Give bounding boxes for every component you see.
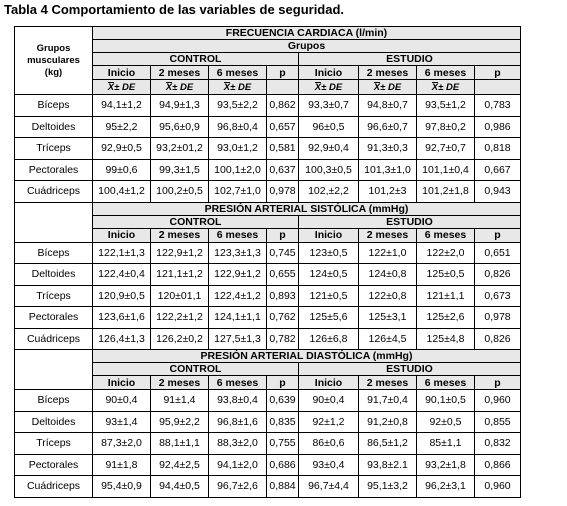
data-cell: 94,8±0,7	[359, 95, 416, 116]
data-cell: 127,5±1,3	[209, 329, 266, 350]
data-cell: 93,8±2.1	[359, 455, 416, 476]
muscle-label: Cuádriceps	[15, 181, 92, 202]
data-cell: 120,9±0,5	[93, 286, 150, 307]
data-cell: 87,3±2,0	[93, 433, 150, 454]
column-header: 6 meses	[209, 376, 266, 389]
data-cell: 96,2±3,1	[417, 476, 474, 497]
data-cell: 92±0,5	[417, 412, 474, 433]
data-cell: 96,7±2,6	[209, 476, 266, 497]
data-cell: 93±1,4	[93, 412, 150, 433]
column-header: p	[475, 376, 520, 389]
p-value-cell: 0,826	[475, 264, 520, 285]
data-cell: 96,8±0,4	[209, 117, 266, 138]
data-cell: 126,4±1,3	[93, 329, 150, 350]
muscle-label: Pectorales	[15, 455, 92, 476]
data-cell: 95,6±0,9	[151, 117, 208, 138]
safety-variables-table	[14, 26, 521, 498]
p-value-cell: 0,762	[267, 307, 298, 328]
data-cell: 92±1,2	[299, 412, 358, 433]
mean-sd-label: ± DE	[380, 81, 402, 93]
data-cell: 122,9±1,2	[209, 264, 266, 285]
p-value-cell: 0,826	[475, 329, 520, 350]
data-cell: 122,4±0,4	[93, 264, 150, 285]
data-cell: 122,1±1,3	[93, 243, 150, 264]
mean-sd-header	[151, 80, 208, 94]
column-header: 2 meses	[359, 66, 416, 79]
data-cell: 97,8±0,2	[417, 117, 474, 138]
column-header: 6 meses	[417, 229, 474, 242]
p-value-cell: 0,855	[475, 412, 520, 433]
column-header: 6 meses	[417, 376, 474, 389]
p-value-cell: 0,960	[475, 390, 520, 411]
p-value-cell: 0,862	[267, 95, 298, 116]
column-header: Inicio	[93, 376, 150, 389]
p-value-cell: 0,835	[267, 412, 298, 433]
blank-header	[267, 80, 298, 94]
p-value-cell: 0,893	[267, 286, 298, 307]
data-cell: 93,0±1,2	[209, 138, 266, 159]
p-value-cell: 0,818	[475, 138, 520, 159]
estudio-group-header: ESTUDIO	[299, 53, 520, 65]
p-value-cell: 0,978	[267, 181, 298, 202]
data-cell: 122,2±1,2	[151, 307, 208, 328]
column-header: Inicio	[299, 66, 358, 79]
mean-sd-header	[417, 80, 474, 94]
column-header: 6 meses	[417, 66, 474, 79]
column-header: 2 meses	[151, 229, 208, 242]
p-value-cell: 0,884	[267, 476, 298, 497]
data-cell: 100,3±0,5	[299, 160, 358, 181]
data-cell: 95±2,2	[93, 117, 150, 138]
data-cell: 90±0,4	[93, 390, 150, 411]
muscle-label: Deltoides	[15, 412, 92, 433]
data-cell: 102,±2,2	[299, 181, 358, 202]
p-value-cell: 0,978	[475, 307, 520, 328]
data-cell: 123,3±1,3	[209, 243, 266, 264]
data-cell: 125±2,6	[417, 307, 474, 328]
p-value-cell: 0,755	[267, 433, 298, 454]
column-header: p	[267, 229, 298, 242]
data-cell: 95,9±2,2	[151, 412, 208, 433]
data-cell: 121±1,1	[417, 286, 474, 307]
data-cell: 90±0,4	[299, 390, 358, 411]
data-cell: 101,2±3	[359, 181, 416, 202]
data-cell: 96,8±1,6	[209, 412, 266, 433]
column-header: p	[475, 66, 520, 79]
p-value-cell: 0,783	[475, 95, 520, 116]
mean-sd-label: ± DE	[114, 81, 136, 93]
p-value-cell: 0,686	[267, 455, 298, 476]
muscle-label: Tríceps	[15, 286, 92, 307]
data-cell: 94,9±1,3	[151, 95, 208, 116]
p-value-cell: 0,866	[475, 455, 520, 476]
p-value-cell: 0,782	[267, 329, 298, 350]
p-value-cell: 0,960	[475, 476, 520, 497]
data-cell: 86±0,6	[299, 433, 358, 454]
mean-sd-label: ± DE	[321, 81, 343, 93]
mean-symbol: X	[373, 81, 381, 93]
mean-symbol: X	[107, 81, 115, 93]
data-cell: 122±1,0	[359, 243, 416, 264]
data-cell: 125±4,8	[417, 329, 474, 350]
data-cell: 126±6,8	[299, 329, 358, 350]
data-cell: 88,3±2,0	[209, 433, 266, 454]
data-cell: 99±0,6	[93, 160, 150, 181]
data-cell: 93,5±2,2	[209, 95, 266, 116]
muscle-label: Tríceps	[15, 138, 92, 159]
muscle-groups-header-line: Grupos	[36, 42, 71, 54]
mean-symbol: X	[431, 81, 439, 93]
muscle-label: Deltoides	[15, 264, 92, 285]
data-cell: 92,9±0,4	[299, 138, 358, 159]
data-cell: 95,4±0,9	[93, 476, 150, 497]
column-header: p	[475, 229, 520, 242]
muscle-label: Bíceps	[15, 243, 92, 264]
data-cell: 93±0,4	[299, 455, 358, 476]
column-header: Inicio	[93, 66, 150, 79]
data-cell: 124±0,5	[299, 264, 358, 285]
table-title: Tabla 4 Comportamiento de las variables de seguridad.	[4, 2, 345, 17]
estudio-group-header: ESTUDIO	[299, 216, 520, 228]
data-cell: 123±0,5	[299, 243, 358, 264]
mean-sd-header	[209, 80, 266, 94]
p-value-cell: 0,657	[267, 117, 298, 138]
data-cell: 88,1±1,1	[151, 433, 208, 454]
data-cell: 94,1±2,0	[209, 455, 266, 476]
p-value-cell: 0,581	[267, 138, 298, 159]
data-cell: 93,8±0,4	[209, 390, 266, 411]
data-cell: 126±4,5	[359, 329, 416, 350]
section-title: PRESIÓN ARTERIAL DIASTÓLICA (mmHg)	[93, 350, 520, 362]
column-header: 2 meses	[151, 66, 208, 79]
data-cell: 91,3±0,3	[359, 138, 416, 159]
data-cell: 125±0,5	[417, 264, 474, 285]
p-value-cell: 0,986	[475, 117, 520, 138]
data-cell: 93,5±1,2	[417, 95, 474, 116]
muscle-groups-header-line: musculares	[27, 54, 80, 66]
column-header: 2 meses	[359, 229, 416, 242]
column-header: Inicio	[299, 376, 358, 389]
data-cell: 125±5,6	[299, 307, 358, 328]
muscle-groups-header-line: (kg)	[44, 66, 63, 78]
column-header: 6 meses	[209, 229, 266, 242]
blank-corner	[15, 203, 92, 242]
column-header: 2 meses	[359, 376, 416, 389]
muscle-label: Bíceps	[15, 95, 92, 116]
mean-sd-label: ± DE	[172, 81, 194, 93]
data-cell: 121±0,5	[299, 286, 358, 307]
data-cell: 101,3±1,0	[359, 160, 416, 181]
data-cell: 100,1±2,0	[209, 160, 266, 181]
data-cell: 123,6±1,6	[93, 307, 150, 328]
column-header: 2 meses	[151, 376, 208, 389]
mean-sd-label: ± DE	[230, 81, 252, 93]
mean-sd-header	[93, 80, 150, 94]
groups-header: Grupos	[93, 40, 520, 52]
muscle-label: Cuádriceps	[15, 476, 92, 497]
control-group-header: CONTROL	[93, 53, 298, 65]
p-value-cell: 0,943	[475, 181, 520, 202]
data-cell: 122,4±1,2	[209, 286, 266, 307]
data-cell: 93,2±01,2	[151, 138, 208, 159]
data-cell: 121,1±1,2	[151, 264, 208, 285]
data-cell: 91,2±0,8	[359, 412, 416, 433]
p-value-cell: 0,651	[475, 243, 520, 264]
data-cell: 122±0,8	[359, 286, 416, 307]
data-cell: 94,4±0,5	[151, 476, 208, 497]
data-cell: 91±1,8	[93, 455, 150, 476]
muscle-label: Pectorales	[15, 160, 92, 181]
data-cell: 91±1,4	[151, 390, 208, 411]
mean-symbol: X	[223, 81, 231, 93]
data-cell: 100,4±1,2	[93, 181, 150, 202]
control-group-header: CONTROL	[93, 363, 298, 375]
data-cell: 92,4±2,5	[151, 455, 208, 476]
control-group-header: CONTROL	[93, 216, 298, 228]
data-cell: 90,1±0,5	[417, 390, 474, 411]
data-cell: 93,2±1,8	[417, 455, 474, 476]
column-header: 6 meses	[209, 66, 266, 79]
blank-corner	[15, 350, 92, 389]
p-value-cell: 0,639	[267, 390, 298, 411]
p-value-cell: 0,637	[267, 160, 298, 181]
data-cell: 93,3±0,7	[299, 95, 358, 116]
p-value-cell: 0,745	[267, 243, 298, 264]
mean-symbol: X	[165, 81, 173, 93]
mean-sd-header	[299, 80, 358, 94]
p-value-cell: 0,832	[475, 433, 520, 454]
muscle-label: Deltoides	[15, 117, 92, 138]
muscle-groups-header	[15, 27, 92, 94]
data-cell: 102,7±1,0	[209, 181, 266, 202]
data-cell: 124±0,8	[359, 264, 416, 285]
mean-sd-header	[359, 80, 416, 94]
section-title: PRESIÓN ARTERIAL SISTÓLICA (mmHg)	[93, 203, 520, 215]
data-cell: 122,9±1,2	[151, 243, 208, 264]
data-cell: 124,1±1,1	[209, 307, 266, 328]
muscle-label: Cuádriceps	[15, 329, 92, 350]
data-cell: 100,2±0,5	[151, 181, 208, 202]
p-value-cell: 0,667	[475, 160, 520, 181]
data-cell: 96±0,5	[299, 117, 358, 138]
estudio-group-header: ESTUDIO	[299, 363, 520, 375]
column-header: p	[267, 376, 298, 389]
data-cell: 122±2,0	[417, 243, 474, 264]
p-value-cell: 0,655	[267, 264, 298, 285]
data-cell: 96,6±0,7	[359, 117, 416, 138]
data-cell: 126,2±0,2	[151, 329, 208, 350]
data-cell: 94,1±1,2	[93, 95, 150, 116]
muscle-label: Tríceps	[15, 433, 92, 454]
data-cell: 99,3±1,5	[151, 160, 208, 181]
mean-symbol: X	[314, 81, 322, 93]
data-cell: 91,7±0,4	[359, 390, 416, 411]
column-header: Inicio	[93, 229, 150, 242]
blank-header	[475, 80, 520, 94]
mean-sd-label: ± DE	[438, 81, 460, 93]
muscle-label: Pectorales	[15, 307, 92, 328]
data-cell: 125±3,1	[359, 307, 416, 328]
data-cell: 92,7±0,7	[417, 138, 474, 159]
column-header: p	[267, 66, 298, 79]
data-cell: 101,2±1,8	[417, 181, 474, 202]
data-cell: 92,9±0,5	[93, 138, 150, 159]
column-header: Inicio	[299, 229, 358, 242]
data-cell: 86,5±1,2	[359, 433, 416, 454]
data-cell: 101,1±0,4	[417, 160, 474, 181]
p-value-cell: 0,673	[475, 286, 520, 307]
data-cell: 95,1±3,2	[359, 476, 416, 497]
muscle-label: Bíceps	[15, 390, 92, 411]
data-cell: 96,7±4,4	[299, 476, 358, 497]
data-cell: 120±01,1	[151, 286, 208, 307]
data-cell: 85±1,1	[417, 433, 474, 454]
section-title: FRECUENCIA CARDIACA (l/min)	[93, 27, 520, 39]
